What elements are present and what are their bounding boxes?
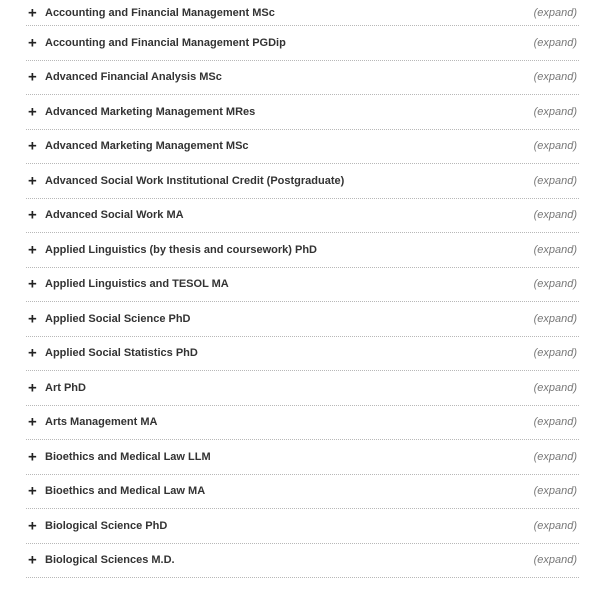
plus-icon[interactable]: + [28, 68, 37, 86]
course-row[interactable] [26, 302, 579, 337]
course-title[interactable]: Applied Social Statistics PhD [45, 347, 198, 360]
course-row[interactable] [26, 509, 579, 544]
course-title[interactable]: Applied Linguistics (by thesis and coursework) PhD [45, 243, 317, 256]
expand-link[interactable]: (expand) [533, 278, 577, 291]
course-row[interactable] [26, 199, 579, 234]
course-row[interactable] [26, 0, 579, 26]
course-title[interactable]: Art PhD [45, 381, 86, 394]
course-row[interactable] [26, 475, 579, 510]
expand-link[interactable]: (expand) [533, 6, 577, 19]
expand-link[interactable]: (expand) [533, 381, 577, 394]
course-title[interactable]: Applied Linguistics and TESOL MA [45, 278, 229, 291]
plus-icon[interactable]: + [28, 34, 37, 52]
expand-link[interactable]: (expand) [533, 243, 577, 256]
expand-link[interactable]: (expand) [533, 450, 577, 463]
course-row[interactable] [26, 440, 579, 475]
expand-link[interactable]: (expand) [533, 71, 577, 84]
course-row[interactable] [26, 61, 579, 96]
course-title[interactable]: Biological Science PhD [45, 519, 168, 532]
plus-icon[interactable]: + [28, 137, 37, 155]
expand-link[interactable]: (expand) [533, 174, 577, 187]
course-title[interactable]: Advanced Financial Analysis MSc [45, 71, 222, 84]
plus-icon[interactable]: + [28, 206, 37, 224]
expand-link[interactable]: (expand) [533, 347, 577, 360]
plus-icon[interactable]: + [28, 517, 37, 535]
plus-icon[interactable]: + [28, 413, 37, 431]
course-title[interactable]: Advanced Marketing Management MSc [45, 140, 249, 153]
plus-icon[interactable]: + [28, 379, 37, 397]
course-row[interactable] [26, 95, 579, 130]
plus-icon[interactable]: + [28, 275, 37, 293]
plus-icon[interactable]: + [28, 103, 37, 121]
course-title[interactable]: Bioethics and Medical Law LLM [45, 450, 211, 463]
course-title[interactable]: Advanced Social Work Institutional Credit (Postgraduate) [45, 174, 345, 187]
expand-link[interactable]: (expand) [533, 554, 577, 567]
plus-icon[interactable]: + [28, 4, 37, 21]
plus-icon[interactable]: + [28, 448, 37, 466]
expand-link[interactable]: (expand) [533, 105, 577, 118]
expand-link[interactable]: (expand) [533, 485, 577, 498]
course-row[interactable] [26, 337, 579, 372]
course-title[interactable]: Bioethics and Medical Law MA [45, 485, 206, 498]
course-row[interactable] [26, 233, 579, 268]
expand-link[interactable]: (expand) [533, 140, 577, 153]
course-title[interactable]: Applied Social Science PhD [45, 312, 191, 325]
plus-icon[interactable]: + [28, 241, 37, 259]
course-row[interactable] [26, 406, 579, 441]
expand-link[interactable]: (expand) [533, 209, 577, 222]
course-title[interactable]: Accounting and Financial Management PGDip [45, 36, 286, 49]
course-title[interactable]: Advanced Social Work MA [45, 209, 184, 222]
expand-link[interactable]: (expand) [533, 36, 577, 49]
course-title[interactable]: Advanced Marketing Management MRes [45, 105, 256, 118]
course-list [26, 0, 579, 578]
course-title[interactable]: Biological Sciences M.D. [45, 554, 175, 567]
course-row[interactable] [26, 26, 579, 61]
plus-icon[interactable]: + [28, 172, 37, 190]
plus-icon[interactable]: + [28, 482, 37, 500]
expand-link[interactable]: (expand) [533, 416, 577, 429]
course-row[interactable] [26, 371, 579, 406]
course-title[interactable]: Accounting and Financial Management MSc [45, 6, 275, 19]
course-row[interactable] [26, 130, 579, 165]
plus-icon[interactable]: + [28, 551, 37, 569]
course-title[interactable]: Arts Management MA [45, 416, 158, 429]
expand-link[interactable]: (expand) [533, 519, 577, 532]
course-row[interactable] [26, 544, 579, 579]
expand-link[interactable]: (expand) [533, 312, 577, 325]
plus-icon[interactable]: + [28, 310, 37, 328]
plus-icon[interactable]: + [28, 344, 37, 362]
course-row[interactable] [26, 164, 579, 199]
course-row[interactable] [26, 268, 579, 303]
